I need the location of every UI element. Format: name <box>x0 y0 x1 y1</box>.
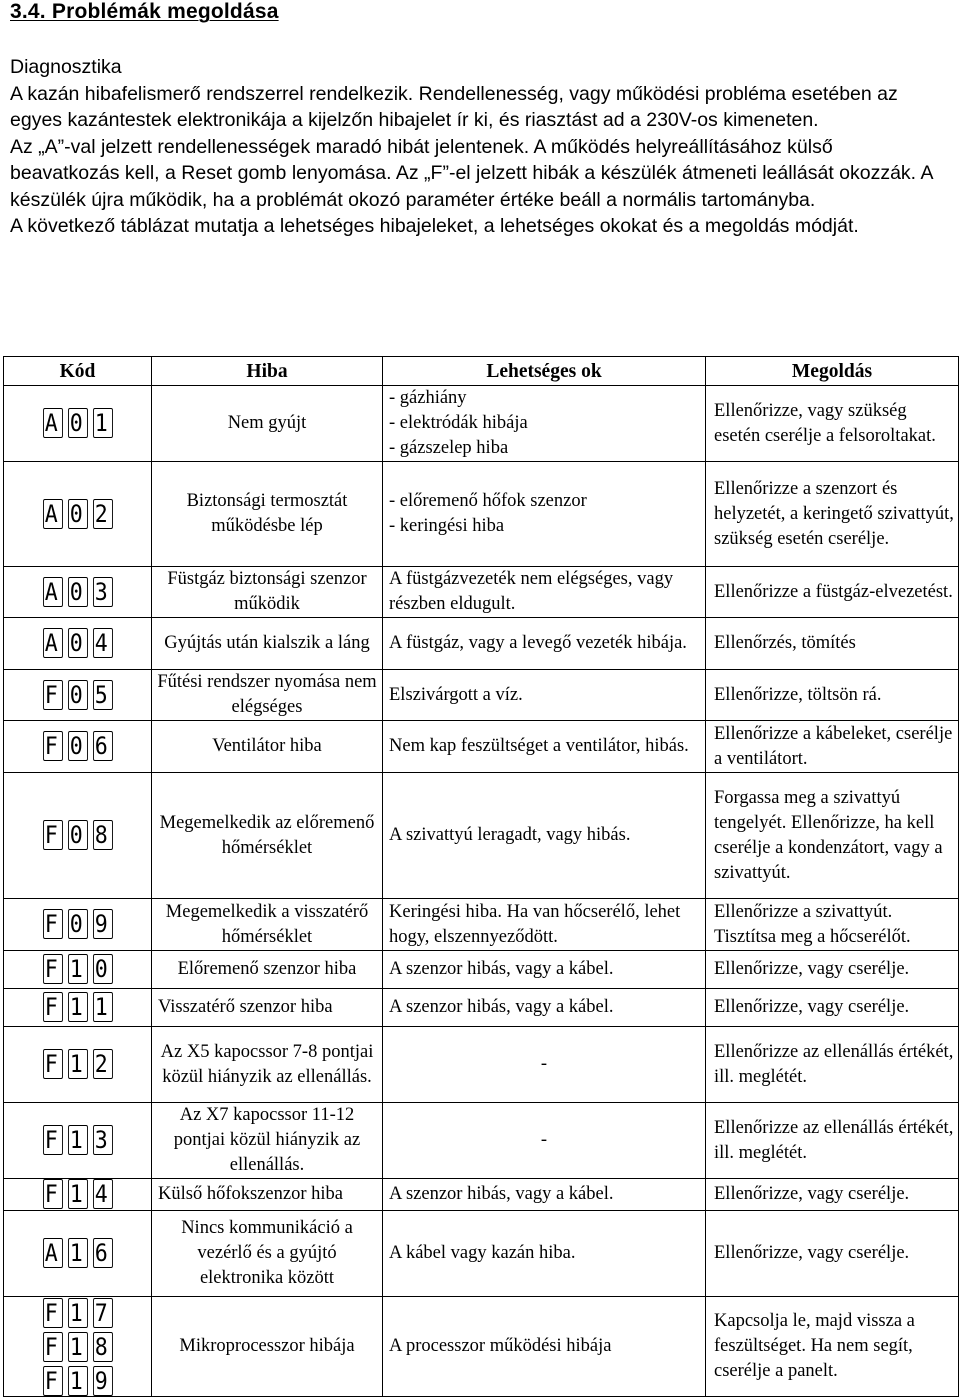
segment-display-icon <box>38 628 117 658</box>
segment-digit: 8 <box>94 1332 112 1361</box>
solution-cell: Ellenőrizze a kábeleket, cserélje a ventilátort. <box>706 721 959 773</box>
code-cell <box>4 899 152 951</box>
segment-digit: 0 <box>69 499 87 528</box>
cause-line: - előremenő hőfok szenzor <box>389 491 587 511</box>
code-cell <box>4 721 152 773</box>
error-cell: Nincs kommunikáció a vezérlő és a gyújtó elektronika között <box>152 1211 383 1297</box>
segment-display-icon <box>38 1179 117 1209</box>
cause-line: Nem kap feszültséget a ventilátor, hibás. <box>389 736 689 756</box>
segment-digit: 1 <box>94 993 112 1021</box>
code-display-group <box>38 1049 117 1079</box>
cause-cell <box>383 567 706 618</box>
segment-digit: A <box>44 409 62 437</box>
cause-line: Keringési hiba. Ha van hőcserélő, lehet hogy, elszennyeződött. <box>389 901 681 947</box>
cause-cell <box>383 773 706 899</box>
error-cell: Visszatérő szenzor hiba <box>152 989 383 1027</box>
segment-digit: F <box>44 821 62 849</box>
solution-cell: Ellenőrizze az ellenállás értékét, ill. meglétét. <box>706 1103 959 1179</box>
error-code-table <box>3 356 959 1397</box>
table-row <box>4 899 959 951</box>
segment-digit: 1 <box>69 1332 87 1361</box>
code-cell <box>4 462 152 567</box>
segment-digit: F <box>44 1126 62 1154</box>
solution-cell: Ellenőrizze, vagy cserélje. <box>706 951 959 989</box>
segment-digit: F <box>44 955 62 983</box>
intro-paragraph-system: A kazán hibafelismerő rendszerrel rendelkezik. Rendellenesség, vagy működési probléma esetében az egyes kazántestek elektronikája a kijelzőn hibajelet ír ki, és riasztást ad a 230V-os kimeneten. <box>10 82 898 131</box>
code-cell <box>4 670 152 721</box>
header-error: Hiba <box>152 357 383 386</box>
table-row <box>4 773 959 899</box>
cause-line: A füstgáz, vagy a levegő vezeték hibája. <box>389 633 687 653</box>
table-row <box>4 951 959 989</box>
code-cell <box>4 1211 152 1297</box>
cause-cell <box>383 1027 706 1103</box>
code-display-group <box>38 909 117 939</box>
header-solution: Megoldás <box>706 357 959 386</box>
error-cell: Ventilátor hiba <box>152 721 383 773</box>
solution-cell: Ellenőrizze, vagy cserélje. <box>706 1179 959 1211</box>
error-cell: Nem gyújt <box>152 386 383 462</box>
segment-display-icon <box>38 909 117 939</box>
cause-line: A szivattyú leragadt, vagy hibás. <box>389 825 631 845</box>
code-cell <box>4 773 152 899</box>
header-cause: Lehetséges ok <box>383 357 706 386</box>
error-cell: Előremenő szenzor hiba <box>152 951 383 989</box>
solution-cell: Ellenőrizze, vagy cserélje. <box>706 989 959 1027</box>
code-cell <box>4 989 152 1027</box>
cause-cell <box>383 670 706 721</box>
table-row <box>4 618 959 670</box>
code-cell <box>4 618 152 670</box>
cause-cell <box>383 386 706 462</box>
solution-cell: Ellenőrzés, tömítés <box>706 618 959 670</box>
table-row <box>4 1297 959 1397</box>
cause-line: - gázhiány <box>389 388 467 408</box>
segment-digit: 2 <box>94 499 112 528</box>
segment-digit: 1 <box>69 1366 87 1395</box>
segment-display-icon <box>38 499 117 529</box>
code-display-group <box>38 680 117 710</box>
segment-digit: 0 <box>69 732 87 760</box>
segment-digit: 1 <box>69 955 87 983</box>
solution-cell: Ellenőrizze, vagy szükség esetén cserélje a felsoroltakat. <box>706 386 959 462</box>
code-display-group <box>38 1179 117 1209</box>
segment-digit: A <box>44 499 62 528</box>
cause-line: A szenzor hibás, vagy a kábel. <box>389 1184 614 1204</box>
error-cell: Megemelkedik az előremenő hőmérséklet <box>152 773 383 899</box>
segment-digit: 7 <box>94 1298 112 1327</box>
segment-digit: 1 <box>69 1050 87 1078</box>
cause-cell <box>383 1297 706 1397</box>
segment-digit: F <box>44 680 62 709</box>
segment-digit: 0 <box>69 629 87 657</box>
table-row <box>4 462 959 567</box>
segment-digit: 6 <box>94 1239 112 1267</box>
segment-digit: 1 <box>94 409 112 437</box>
error-cell: Mikroprocesszor hibája <box>152 1297 383 1397</box>
code-display-group <box>38 499 117 529</box>
intro-paragraph-diagnostics: Diagnosztika <box>10 56 122 78</box>
code-display-group <box>38 731 117 761</box>
solution-cell: Ellenőrizze, vagy cserélje. <box>706 1211 959 1297</box>
segment-display-icon <box>38 992 117 1022</box>
cause-cell <box>383 462 706 567</box>
segment-digit: F <box>44 1298 62 1327</box>
segment-display-icon <box>38 820 117 850</box>
code-cell <box>4 386 152 462</box>
solution-cell: Ellenőrizze az ellenállás értékét, ill. meglétét. <box>706 1027 959 1103</box>
cause-line: - elektródák hibája <box>389 413 528 433</box>
segment-digit: F <box>44 1332 62 1361</box>
segment-digit: A <box>44 577 62 606</box>
code-display-group <box>38 992 117 1022</box>
segment-digit: 0 <box>69 910 87 938</box>
segment-digit: 4 <box>94 1180 112 1208</box>
segment-display-icon <box>38 1298 117 1328</box>
table-row <box>4 1211 959 1297</box>
segment-digit: A <box>44 1239 62 1267</box>
table-row <box>4 670 959 721</box>
error-cell: Megemelkedik a visszatérő hőmérséklet <box>152 899 383 951</box>
code-display-group <box>38 577 117 607</box>
code-cell <box>4 1297 152 1397</box>
segment-digit: 0 <box>69 409 87 437</box>
cause-cell <box>383 989 706 1027</box>
cause-cell <box>383 721 706 773</box>
code-display-group <box>38 1298 117 1396</box>
error-cell: Biztonsági termosztát működésbe lép <box>152 462 383 567</box>
code-display-group <box>38 1125 117 1155</box>
cause-cell <box>383 618 706 670</box>
error-cell: Az X5 kapocssor 7-8 pontjai közül hiányzik az ellenállás. <box>152 1027 383 1103</box>
segment-display-icon <box>38 1366 117 1396</box>
segment-digit: A <box>44 629 62 657</box>
cause-line: - keringési hiba <box>389 516 505 536</box>
solution-cell: Ellenőrizze a szivattyút. Tisztítsa meg a hőcserélőt. <box>706 899 959 951</box>
code-display-group <box>38 628 117 658</box>
segment-digit: 4 <box>94 629 112 657</box>
solution-cell: Ellenőrizze a füstgáz-elvezetést. <box>706 567 959 618</box>
code-cell <box>4 1179 152 1211</box>
solution-cell: Ellenőrizze, töltsön rá. <box>706 670 959 721</box>
segment-digit: 3 <box>94 1126 112 1154</box>
code-display-group <box>38 1238 117 1268</box>
code-cell <box>4 567 152 618</box>
segment-display-icon <box>38 577 117 607</box>
segment-digit: 6 <box>94 732 112 760</box>
segment-digit: 0 <box>69 577 87 606</box>
header-code: Kód <box>4 357 152 386</box>
segment-digit: 9 <box>94 1366 112 1395</box>
segment-display-icon <box>38 1238 117 1268</box>
solution-cell: Ellenőrizze a szenzort és helyzetét, a keringető szivattyút, szükség esetén cserélje. <box>706 462 959 567</box>
table-row <box>4 567 959 618</box>
cause-cell <box>383 899 706 951</box>
intro-text <box>10 54 945 240</box>
segment-digit: 1 <box>69 1239 87 1267</box>
solution-cell: Kapcsolja le, majd vissza a feszültséget. Ha nem segít, cserélje a panelt. <box>706 1297 959 1397</box>
intro-paragraph-table: A következő táblázat mutatja a lehetséges hibajeleket, a lehetséges okokat és a megoldás módját. <box>10 215 859 237</box>
table-row <box>4 1179 959 1211</box>
cause-cell <box>383 1103 706 1179</box>
segment-digit: F <box>44 1050 62 1078</box>
segment-digit: 2 <box>94 1050 112 1078</box>
intro-paragraph-codes: Az „A”-val jelzett rendellenességek maradó hibát jelentenek. A működés helyreállításához külső beavatkozás kell, a Reset gomb lenyomása. Az „F”-el jelzett hibák a készülék átmeneti leállását okozzák. A készülék újra működik, ha a problémát okozó paraméter értéke beáll a normális tartományba. <box>10 135 933 211</box>
solution-cell: Forgassa meg a szivattyú tengelyét. Ellenőrizze, ha kell cserélje a kondenzátort, vagy a szivattyút. <box>706 773 959 899</box>
cause-cell <box>383 1179 706 1211</box>
segment-digit: 1 <box>69 1126 87 1154</box>
table-row <box>4 989 959 1027</box>
segment-digit: F <box>44 910 62 938</box>
table-row <box>4 386 959 462</box>
segment-digit: 5 <box>94 680 112 709</box>
code-display-group <box>38 954 117 984</box>
segment-digit: F <box>44 732 62 760</box>
error-cell: Az X7 kapocssor 11-12 pontjai közül hiányzik az ellenállás. <box>152 1103 383 1179</box>
error-cell: Füstgáz biztonsági szenzor működik <box>152 567 383 618</box>
cause-line: - <box>540 1054 548 1074</box>
segment-digit: 0 <box>69 821 87 849</box>
error-cell: Gyújtás után kialszik a láng <box>152 618 383 670</box>
segment-digit: F <box>44 993 62 1021</box>
segment-display-icon <box>38 731 117 761</box>
segment-display-icon <box>38 954 117 984</box>
segment-digit: 1 <box>69 993 87 1021</box>
segment-digit: 0 <box>94 955 112 983</box>
table-row <box>4 1027 959 1103</box>
code-cell <box>4 1027 152 1103</box>
segment-digit: 3 <box>94 577 112 606</box>
code-display-group <box>38 820 117 850</box>
error-cell: Külső hőfokszenzor hiba <box>152 1179 383 1211</box>
segment-display-icon <box>38 1049 117 1079</box>
segment-display-icon <box>38 408 117 438</box>
segment-display-icon <box>38 680 117 710</box>
cause-cell <box>383 1211 706 1297</box>
table-body <box>4 386 959 1397</box>
cause-line: A kábel vagy kazán hiba. <box>389 1243 576 1263</box>
segment-digit: F <box>44 1180 62 1208</box>
error-cell: Fűtési rendszer nyomása nem elégséges <box>152 670 383 721</box>
table-row <box>4 1103 959 1179</box>
code-display-group <box>38 408 117 438</box>
cause-line: A füstgázvezeték nem elégséges, vagy részben eldugult. <box>389 569 674 614</box>
cause-cell <box>383 951 706 989</box>
code-cell <box>4 1103 152 1179</box>
table-row <box>4 721 959 773</box>
segment-digit: 8 <box>94 821 112 849</box>
section-title: 3.4. Problémák megoldása <box>10 0 279 23</box>
cause-line: - gázszelep hiba <box>389 438 509 458</box>
cause-line: A szenzor hibás, vagy a kábel. <box>389 959 614 979</box>
segment-digit: 9 <box>94 910 112 938</box>
code-cell <box>4 951 152 989</box>
segment-digit: 1 <box>69 1180 87 1208</box>
segment-display-icon <box>38 1125 117 1155</box>
cause-line: A szenzor hibás, vagy a kábel. <box>389 997 614 1017</box>
cause-line: A processzor működési hibája <box>389 1336 612 1356</box>
cause-line: Elszivárgott a víz. <box>389 684 523 705</box>
table-header-row <box>4 357 959 386</box>
cause-line: - <box>540 1130 548 1150</box>
segment-display-icon <box>38 1332 117 1362</box>
segment-digit: 0 <box>69 680 87 709</box>
segment-digit: F <box>44 1366 62 1395</box>
segment-digit: 1 <box>69 1298 87 1327</box>
